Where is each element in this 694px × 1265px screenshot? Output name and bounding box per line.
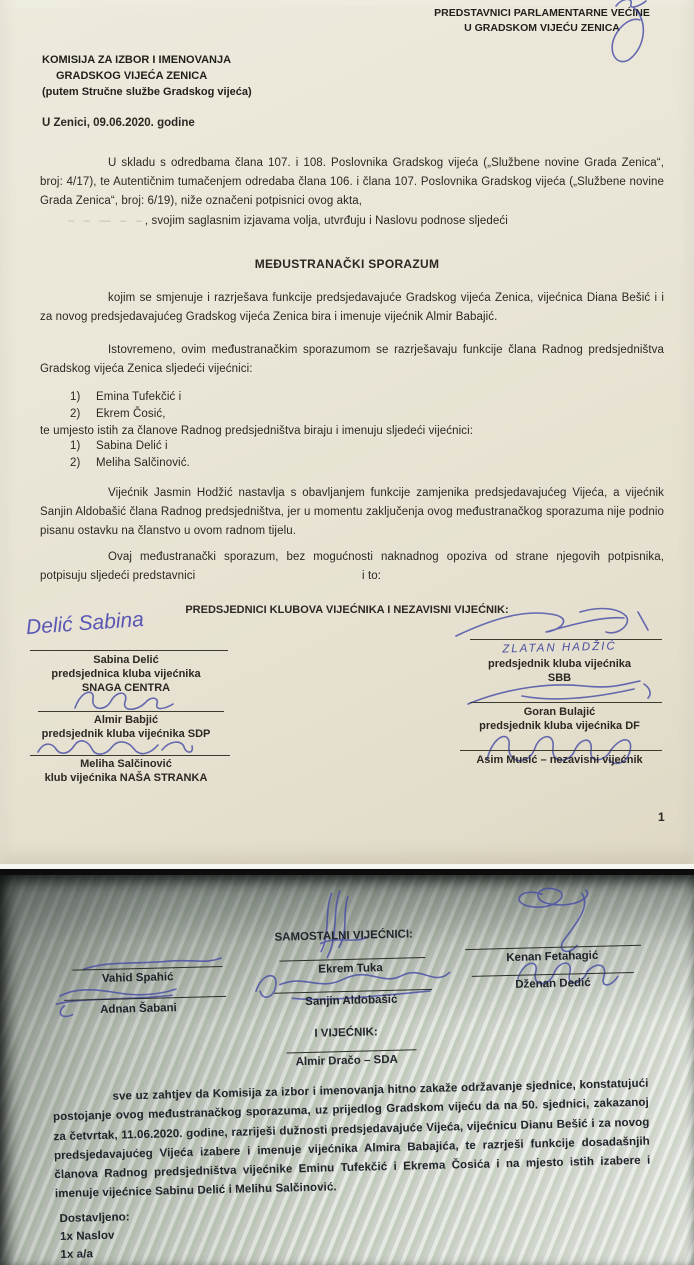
signers-heading: PREDSJEDNICI KLUBOVA VIJEĆNIKA I NEZAVISNI VIJEĆNIK: (185, 604, 509, 616)
header-right-line2: U GRADSKOM VIJEĆU ZENICA (464, 22, 620, 34)
signer-name: Goran Bulajić (523, 706, 596, 718)
signer-name: Sabina Delić (93, 654, 159, 666)
signature-line (30, 755, 230, 756)
signature-scribble-babajic (67, 686, 187, 714)
sender-line3: (putem Stručne službe Gradskog vijeća) (42, 86, 252, 98)
paragraph-legal-basis: U skladu s odredbama člana 107. i 108. Poslovnika Gradskog vijeća („Službene novine Grada Zenica“, broj: 4/17), te Autentičnim tumačenjem odredaba člana 106. i člana 107. Poslovnika Gradskog vijeća („Službene novine Grada Zenica“, broj: 6/19), niže označeni potpisnici ovog akta, (40, 157, 664, 207)
signer-name: Adnan Šabani (99, 1002, 177, 1017)
paragraph-dismissal: Istovremeno, ovim međustranačkim sporazumom se razrješavaju funkcije člana Radnog predsjedništva Gradskog vijeća Zenica sljedeći vijećnici: (40, 344, 664, 375)
distribution-line: 1x Naslov (59, 1229, 115, 1244)
page-2-content (0, 875, 694, 1265)
list-item: 1) Sabina Delić i (70, 440, 168, 452)
distribution-line: Dostavljeno: (59, 1211, 130, 1226)
signer-name: Kenan Fetahagić (506, 949, 599, 965)
signature-line (30, 650, 228, 651)
signer-role: predsjednica kluba vijećnika (51, 668, 201, 680)
sender-line1: KOMISIJA ZA IZBOR I IMENOVANJA (42, 54, 232, 66)
header-right-line1: PREDSTAVNICI PARLAMENTARNE VEĆINE (434, 7, 650, 19)
sender-line2: GRADSKOG VIJEĆA ZENICA (56, 70, 208, 82)
councilor-heading: I VIJEĆNIK: (314, 1026, 378, 1040)
signer-name: Vahid Spahić (101, 971, 174, 985)
signer-name: Almir Babjić (93, 714, 159, 726)
signature-handwriting-sabina-delic: Delić Sabina (25, 607, 145, 640)
signer-name: Ekrem Tuka (318, 962, 383, 976)
distribution-line: 1x a/a (60, 1248, 94, 1262)
list-item: 1) Emina Tufekčić i (70, 391, 182, 403)
signer-role: klub vijećnika NAŠA STRANKA (44, 772, 208, 784)
signature-column-left (12, 0, 240, 864)
paragraph-request: sve uz zahtjev da Komisija za izbor i imenovanja hitno zakaže održavanje sjednice, konstatujući postojanje ovog međustranačkog sporazuma, uz prijedlog Gradskom vijeću da na 50. sjednici, zakazanoj za četvrtak, 11.06.2020. godine, razriješi dužnosti predsjedavajuće Vijeća, vijećnicu Dianu Bešić i za novog predsjedavajućeg Vijeća izabere i imenuje vijećnika Almira Babajića, te razrješi funkcije dosadašnjih članova Radnog predsjedništva vijećnike Eminu Tufekčić i Ekrema Čosića i na mjesto istih izabere i imenuje vijećnice Sabinu Delić i Melihu Salčinović. (52, 1077, 651, 1201)
declaration-text: , svojim saglasnim izjavama volja, utvrđuju i Naslovu podnose sljedeći (144, 215, 508, 227)
signer-role: predsjednik kluba vijećnika DF (479, 720, 640, 732)
page-number: 1 (658, 810, 665, 824)
signature-line (470, 702, 662, 703)
ito-text: i to: (362, 570, 382, 582)
signer-name: Asim Musić – nezavisni vijećnik (476, 754, 643, 766)
dateline: U Zenici, 09.06.2020. godine (42, 117, 195, 129)
document-title: MEĐUSTRANAČKI SPORAZUM (254, 257, 440, 271)
distribution-block (59, 1208, 131, 1264)
paragraph-continuation: Vijećnik Jasmin Hodžić nastavlja s obavljanjem funkcije zamjenika predsjedavajućeg Vijeća, a vijećnik Sanjin Aldobašić člana Radnog predsjedništva, jer u momentu zaključenja ovog međustranačkog sporazuma nije podnio pisanu ostavku na članstvo u ovom radnom tijelu. (40, 487, 664, 537)
signer-role: predsjednik kluba vijećnika SDP (41, 728, 211, 740)
signer-name: Dženan Dedić (515, 977, 591, 991)
signer-name: Meliha Salčinović (80, 758, 172, 770)
paragraph-replacement: kojim se smjenuje i razrješava funkcije predsjedavajuće Gradskog vijeća Zenica, vijećnica Diana Bešić i i za novog predsjedavajućeg Gradskog vijeća Zenica bira i imenuje vijećnik Almir Babajić. (40, 292, 664, 323)
paragraph-elects: te umjesto istih za članove Radnog predsjedništva biraju i imenuju sljedeći vijećnici: (40, 425, 474, 437)
councilor-name: Almir Dračo – SDA (295, 1053, 399, 1069)
signer-club: SNAGA CENTRA (81, 682, 171, 694)
faded-redaction-marks: – – — – – (68, 215, 145, 227)
signer-club: SBB (547, 672, 572, 684)
signature-scribble-zlatan (452, 604, 662, 642)
independent-councilors-heading: SAMOSTALNI VIJEĆNICI: (274, 928, 414, 944)
signature-handwriting-zlatan-hadzic: ZLATAN HADŽIĆ (502, 640, 617, 656)
list-item: 2) Meliha Salčinović. (70, 456, 190, 469)
signer-name: Sanjin Aldobašić (305, 993, 398, 1008)
signature-column-right-p2 (455, 875, 654, 1262)
signature-line (460, 750, 662, 751)
signature-column-right (437, 0, 682, 864)
signer-role: predsjednik kluba vijećnika (487, 658, 632, 670)
list-item: 2) Ekrem Čosić, (70, 407, 166, 420)
paragraph-signing: Ovaj međustranački sporazum, bez mogućnosti naknadnog opoziva od strane njegovih potpisnika, potpisuju sljedeći predstavnici (40, 551, 664, 582)
signature-column-center-p2 (263, 875, 442, 1265)
signature-line (38, 711, 224, 712)
document-page-2 (0, 875, 694, 1265)
